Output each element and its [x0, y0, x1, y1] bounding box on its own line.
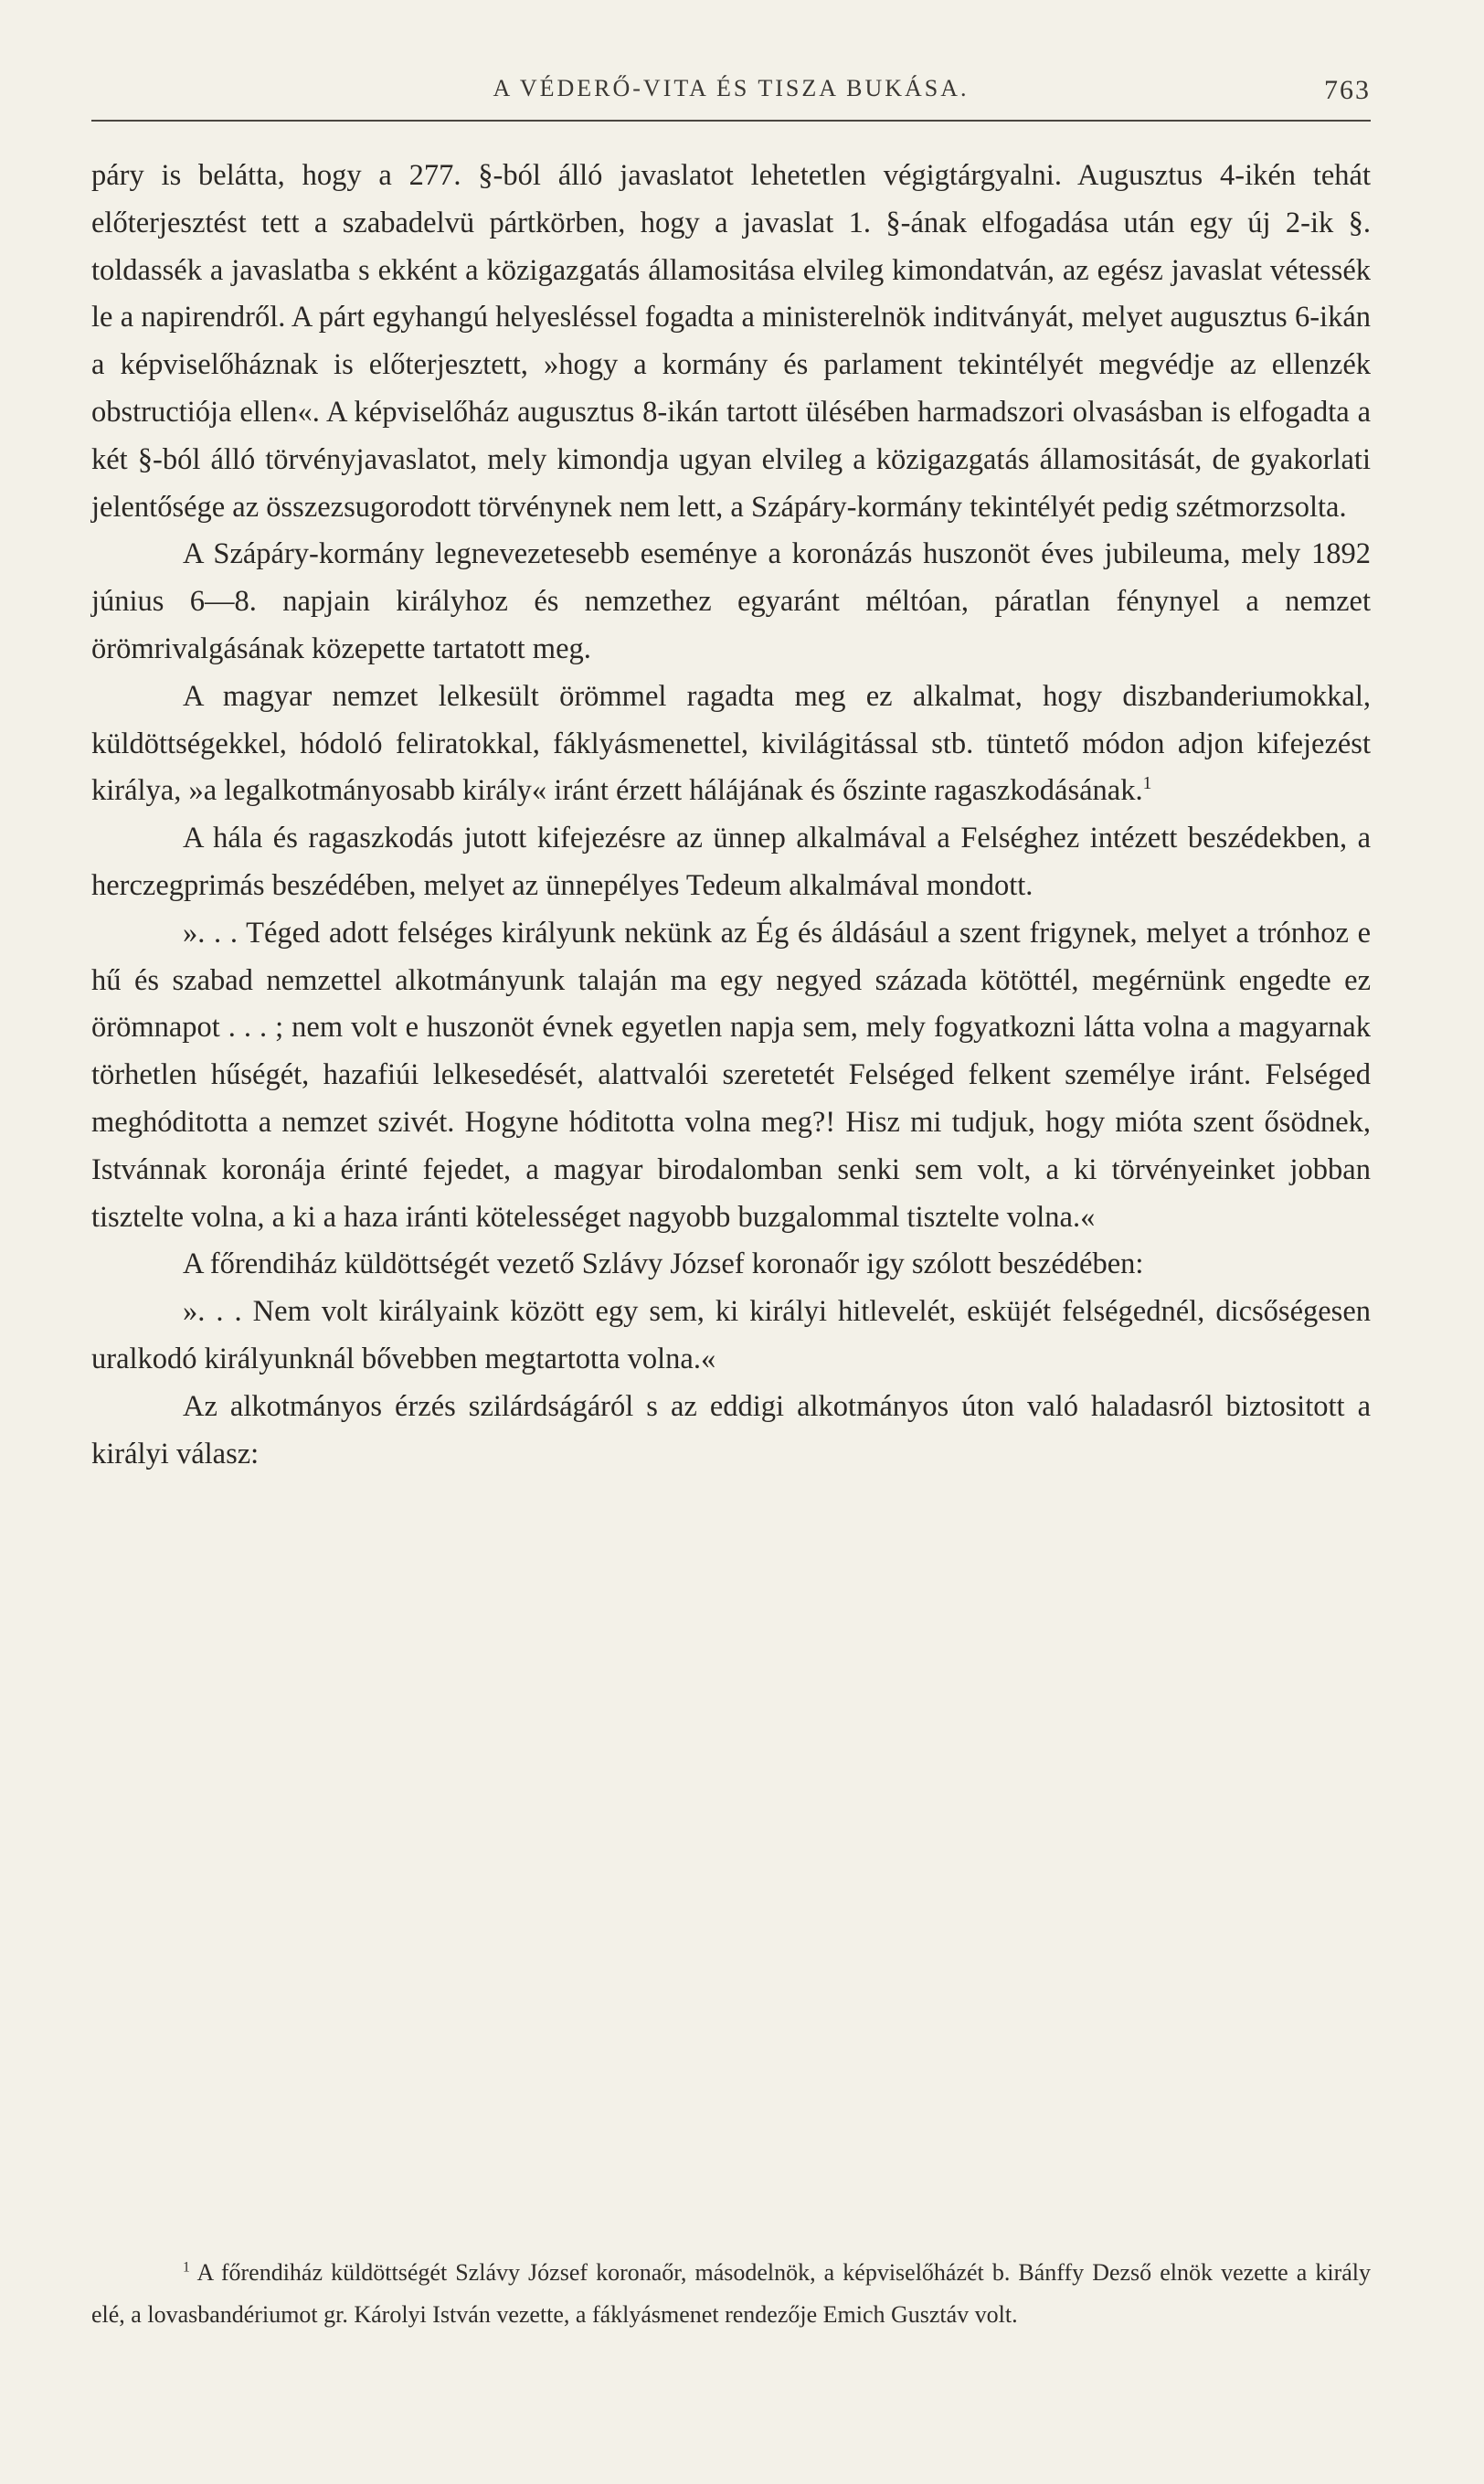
header-rule	[91, 120, 1371, 122]
paragraph-1: páry is belátta, hogy a 277. §-ból álló javaslatot lehetetlen végigtárgyalni. Augusztus 4-ikén tehát előterjesztést tett a szabadelvü pártkörben, hogy a javaslat 1. §-ának elfogadása után egy új 2-ik §. toldassék a javaslatba s ekként a közigazgatás államositása elvileg kimondatván, az egész javaslat vétessék le a napirendről. A párt egyhangú helyesléssel fogadta a ministerelnök inditványát, melyet augusztus 6-ikán a képviselőháznak is előterjesztett, »hogy a kormány és parlament tekintélyét megvédje az ellenzék obstructiója ellen«. A képviselőház augusztus 8-ikán tartott ülésében harmadszori olvasásban is elfogadta a két §-ból álló törvényjavaslatot, mely kimondja ugyan elvileg a közigazgatás államositását, de gyakorlati jelentősége az összezsugorodott törvénynek nem lett, a Szápáry-kormány tekintélyét pedig szétmorzsolta.	[91, 159, 1371, 524]
footnote-mark: 1	[183, 2259, 190, 2276]
footnote-text: A főrendiház küldöttségét Szlávy József koronaőr, másodelnök, a képviselőházét b. Bánffy Dezső elnök vezette a király elé, a lovasbandériumot gr. Károlyi István vezette, a fáklyásmenet rendezője Emich Gusztáv volt.	[91, 2259, 1371, 2328]
page-number: 763	[1324, 75, 1371, 105]
paragraph-3-text: A magyar nemzet lelkesült örömmel ragadta meg ez alkalmat, hogy diszbanderiumokkal, küldöttségekkel, hódoló feliratokkal, fáklyásmenettel, kivilágitással stb. tüntető módon adjon kifejezést királya, »a legalkotmányosabb király« iránt érzett hálájának és őszinte ragaszkodásának.	[91, 679, 1371, 808]
paragraph-8: Az alkotmányos érzés szilárdságáról s az eddigi alkotmányos úton való haladasról biztositott a királyi válasz:	[91, 1389, 1371, 1470]
paragraph-4: A hála és ragaszkodás jutott kifejezésre az ünnep alkalmával a Felséghez intézett beszédekben, a herczegprimás beszédében, melyet az ünnepélyes Tedeum alkalmával mondott.	[91, 822, 1371, 902]
quote-primate: ». . . Téged adott felséges királyunk nekünk az Ég és áldásául a szent frigynek, melyet a trónhoz e hű és szabad nemzettel alkotmányunk talaján ma egy negyed százada kötöttél, megérnünk engedte ez örömnapot . . . ; nem volt e huszonöt évnek egyetlen napja sem, mely fogyatkozni látta volna a magyarnak törhetlen hűségét, hazafiúi lelkesedését, alattvalói szeretetét Felséged felkent személye iránt. Felséged meghóditotta a nemzet szivét. Hogyne hóditotta volna meg?! Hisz mi tudjuk, hogy mióta szent ősödnek, Istvánnak koronája érinté fejedet, a magyar birodalomban senki sem volt, a ki törvényeinket jobban tisztelte volna, a ki a haza iránti kötelességet nagyobb buzgalommal tisztelte volna.«	[91, 916, 1371, 1234]
quote-szlavy: ». . . Nem volt királyaink között egy sem, ki királyi hitlevelét, esküjét felségednél, dicsőségesen uralkodó királyunknál bővebben megtartotta volna.«	[91, 1295, 1371, 1375]
footnotes	[91, 2252, 1371, 2336]
footnote-reference: 1	[1142, 774, 1152, 794]
page-header	[91, 75, 1371, 121]
running-title: A VÉDERŐ-VITA ÉS TISZA BUKÁSA.	[493, 75, 970, 101]
footnote-1	[91, 2252, 1371, 2336]
paragraph-3	[91, 674, 1371, 815]
paragraph-2: A Szápáry-kormány legnevezetesebb eseménye a koronázás huszonöt éves jubileuma, mely 1892 június 6—8. napjain királyhoz és nemzethez egyaránt méltóan, páratlan fénynyel a nemzet örömrivalgásának közepette tartatott meg.	[91, 537, 1371, 665]
body-text	[91, 153, 1371, 1478]
paragraph-6: A főrendiház küldöttségét vezető Szlávy József koronaőr igy szólott beszédében:	[183, 1247, 1144, 1281]
